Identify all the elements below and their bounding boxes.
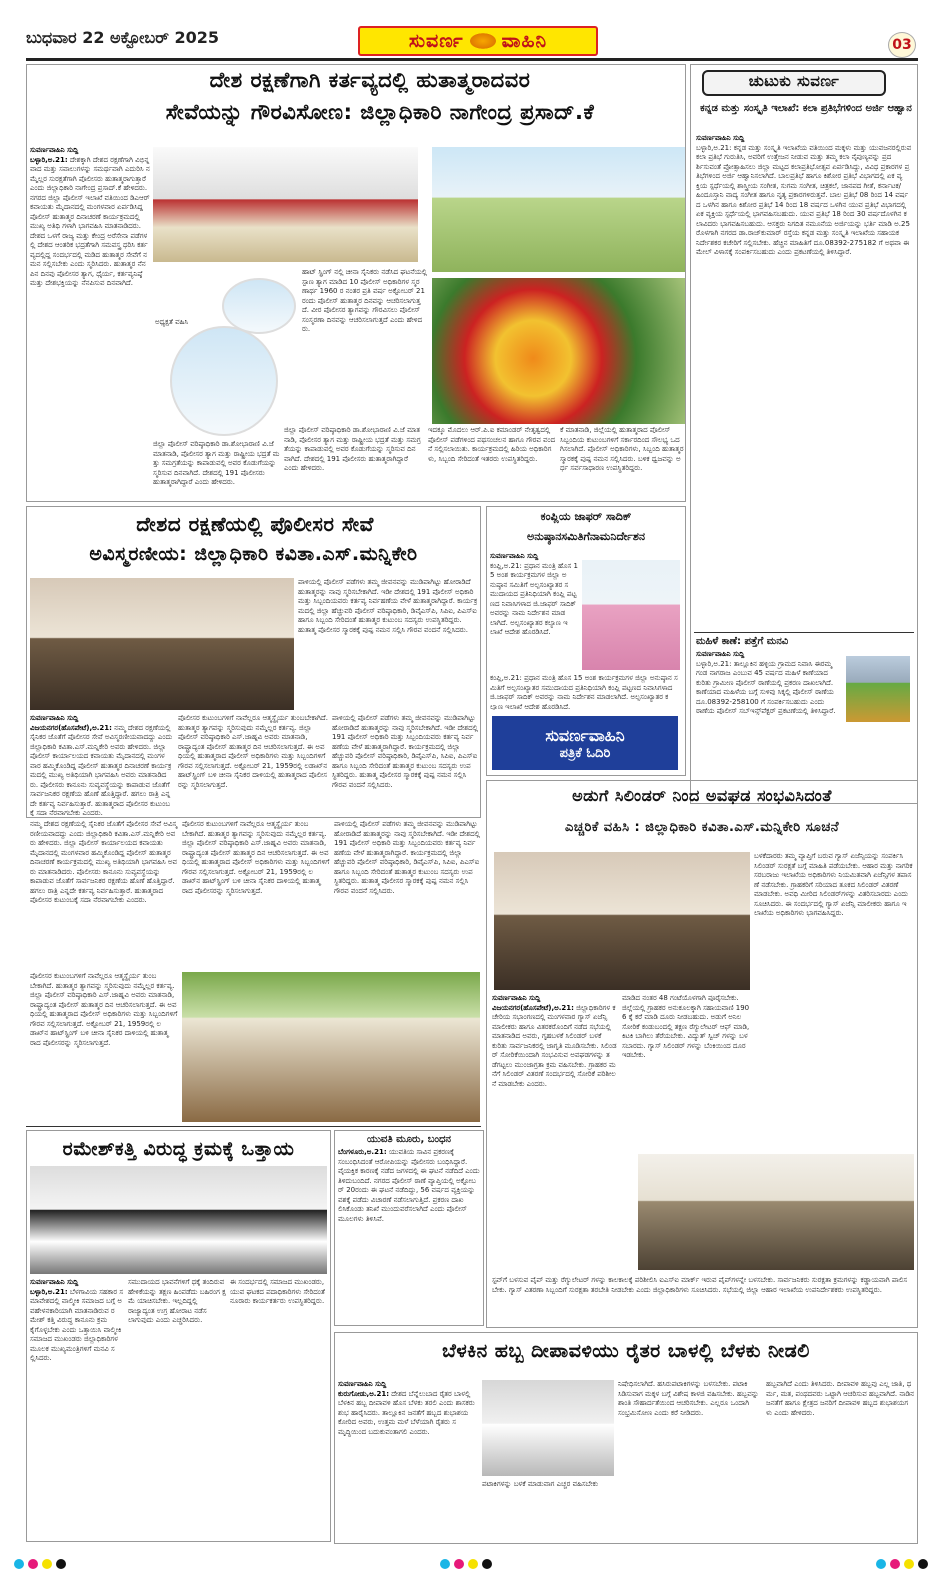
story1-col1 bbox=[30, 146, 150, 496]
story6-headline: ಬೆಳಕಿನ ಹಬ್ಬ ದೀಪಾವಳಿಯು ರೈತರ ಬಾಳಲ್ಲಿ ಬೆಳಕು ನೀಡಲಿ bbox=[442, 1340, 810, 1362]
story6-col3: ಹಬ್ಬವಾಗಿದೆ ಎಂದು ತಿಳಿಸಿದರು. ದೀಪಾವಳಿ ಹಬ್ಬವು ಎಲ್ಲ ಜಾತಿ, ಧರ್ಮ, ಮತ, ಪಂಥದವರು ಒಟ್ಟಾಗಿ ಆಚರಿಸುವ ಹಬ್ಬವಾಗಿದೆ. ನಾಡಿನ ಜನತೆಗೆ ಹಾಗೂ ಕ್ಷೇತ್ರದ ಜನರಿಗೆ ದೀಪಾವಳಿ ಹಬ್ಬದ ಶುಭಾಶಯಗಳು ಎಂದು ಹೇಳಿದರು. bbox=[766, 1380, 914, 1417]
story2-col3: ಪಾಳಿಯಲ್ಲಿ ಪೊಲೀಸ್ ಪಡೆಗಳು ತಮ್ಮ ಜೀವನವನ್ನು ಮುಡಿಪಾಗಿಟ್ಟು ಹೋರಾಡಿದೆ ಹುತಾತ್ಮರನ್ನು ನಾವು ಸ್ಮರಿಸಬೇಕಾಗಿದೆ. ಇಡೀ ದೇಶದಲ್ಲಿ 191 ಪೊಲೀಸ್ ಅಧಿಕಾರಿ ಮತ್ತು ಸಿಬ್ಬಂದಿಯವರು ಕರ್ತವ್ಯ ನಿರ್ವಹಣೆಯ ವೇಳೆ ಹುತಾತ್ಮರಾಗಿದ್ದಾರೆ. ಕಾರ್ಯಕ್ರಮದಲ್ಲಿ ಜಿಲ್ಲಾ ಹೆಚ್ಚುವರಿ ಪೊಲೀಸ್ ವರಿಷ್ಠಾಧಿಕಾರಿ, ಡಿವೈಎಸ್‌ಪಿ, ಸಿಪಿಐ, ಪಿಎಸ್‌ಐ ಹಾಗೂ ಸಿಬ್ಬಂದಿ ಸೇರಿದಂತೆ ಹುತಾತ್ಮರ ಕುಟುಂಬ ಸದಸ್ಯರು ಉಪಸ್ಥಿತರಿದ್ದರು. ಹುತಾತ್ಮ ಪೊಲೀಸರ ಸ್ಮಾರಕಕ್ಕೆ ಪುಷ್ಪ ನಮನ ಸಲ್ಲಿಸಿ ಗೌರವ ವಂದನೆ ಸಲ್ಲಿಸಿದರು. bbox=[298, 578, 478, 634]
story1-col2: ಹಾಟ್ ಸ್ಪ್ರಿಂಗ್ ನಲ್ಲಿ ಚೀನಾ ಸೈನಿಕರು ನಡೆಸಿದ ಘಟನೆಯಲ್ಲಿ ಸ್ಪಾಣ ತ್ಯಾಗ ಮಾಡಿದ 10 ಪೊಲೀಸ್ ಅಧಿಕಾರಿಗಳ ಸ್ಮರಣಾರ್ಥ 1960 ರ ನಂತರ ಪ್ರತಿ ವರ್ಷ ಅಕ್ಟೋಬರ್ 21 ರಂದು ಪೊಲೀಸ್ ಹುತಾತ್ಮರ ದಿನವನ್ನು ಆಚರಿಸಲಾಗುತ್ತದೆ. ವೀರ ಪೊಲೀಸರ ತ್ಯಾಗವನ್ನು ಗೌರವಿಸಲು ಪೊಲೀಸ್ ಸಂಸ್ಮರಣಾ ದಿನವನ್ನು ಆಚರಿಸಲಾಗುತ್ತದೆ ಎಂದು ಹೇಳಿದರು. bbox=[302, 268, 427, 333]
story3-col1-text: ಜಿಲ್ಲಾಧಿಕಾರಿಗಳ ಕಚೇರಿಯ ಸಭಾಂಗಣದಲ್ಲಿ ಮಂಗಳವಾರ ಗ್ಯಾಸ್ ಏಜೆನ್ಸಿ ಮಾಲೀಕರು ಹಾಗೂ ವಿತರಕರೊಂದಿಗೆ ನಡೆದ ಸಭೆಯಲ್ಲಿ ಮಾತನಾಡಿದ ಅವರು, ಗೃಹಬಳಕೆ ಸಿಲಿಂಡರ್ ಬಳಕೆ ಕುರಿತು ಸಾರ್ವಜನಿಕರಲ್ಲಿ ಜಾಗೃತಿ ಮೂಡಿಸಬೇಕು. ಸಿಲಿಂಡರ್ ಸೋರಿಕೆಯಿಂದಾಗಿ ಸಂಭವಿಸುವ ಅವಘಡಗಳನ್ನು ತಡೆಗಟ್ಟಲು ಮುಂಜಾಗ್ರತಾ ಕ್ರಮ ವಹಿಸಬೇಕು. ಗ್ರಾಹಕರ ಮನೆಗೆ ಸಿಲಿಂಡರ್ ವಿತರಣೆ ಸಂದರ್ಭದಲ್ಲಿ ಸೋರಿಕೆ ಪರಿಶೀಲನೆ ಮಾಡಬೇಕು ಎಂದರು. bbox=[492, 1003, 617, 1088]
sidebar-title: ಚುಟುಕು ಸುವರ್ಣ bbox=[748, 72, 840, 90]
sidebar-brief1-body bbox=[696, 134, 912, 630]
story5-text: ಯುವತಿಯ ಸಾವಿನ ಪ್ರಕರಣಕ್ಕೆ ಸಂಬಂಧಿಸಿದಂತೆ ಆರೋಪಿಯನ್ನು ಪೊಲೀಸರು ಬಂಧಿಸಿದ್ದಾರೆ. ವೈಯಕ್ತಿಕ ಕಾರಣಕ್ಕೆ ನಡೆದ ಜಗಳದಲ್ಲಿ ಈ ಘಟನೆ ನಡೆದಿದೆ ಎಂದು ತಿಳಿದುಬಂದಿದೆ. ನಗರದ ಪೊಲೀಸ್ ಠಾಣೆ ವ್ಯಾಪ್ತಿಯಲ್ಲಿ ಅಕ್ಟೋಬರ್ 20ರಂದು ಈ ಘಟನೆ ನಡೆದಿದ್ದು, 56 ವರ್ಷದ ವ್ಯಕ್ತಿಯನ್ನು ವಶಕ್ಕೆ ಪಡೆದು ವಿಚಾರಣೆ ನಡೆಸಲಾಗುತ್ತಿದೆ. ಪ್ರಕರಣ ದಾಖಲಿಸಿಕೊಂಡು ತನಿಖೆ ಮುಂದುವರೆಸಲಾಗಿದೆ ಎಂದು ಪೊಲೀಸ್ ಮೂಲಗಳು ತಿಳಿಸಿವೆ. bbox=[338, 1148, 480, 1223]
story3-col2: ಮಾಡಿದ ನಂತರ 48 ಗಂಟೆಯೊಳಗಾಗಿ ಪೂರೈಸಬೇಕು. ಜಿಲ್ಲೆಯಲ್ಲಿ ಗ್ರಾಹಕರ ಅನುಕೂಲಕ್ಕಾಗಿ ಸಹಾಯವಾಣಿ 1906 ಕ್ಕೆ ಕರೆ ಮಾಡಿ ದೂರು ನೀಡಬಹುದು. ಅಡುಗೆ ಅನಿಲ ಸೋರಿಕೆ ಕಂಡುಬಂದಲ್ಲಿ ತಕ್ಷಣ ರೆಗ್ಯುಲೇಟರ್ ಆಫ್ ಮಾಡಿ, ಕಿಟಕಿ ಬಾಗಿಲು ತೆರೆಯಬೇಕು. ವಿದ್ಯುತ್ ಸ್ವಿಚ್ ಗಳನ್ನು ಬಳಸಬಾರದು. ಗ್ಯಾಸ್ ಸಿಲಿಂಡರ್ ಗಳನ್ನು ಬೆಂಕಿಯಿಂದ ದೂರ ಇಡಬೇಕು. bbox=[622, 994, 750, 1059]
sidebar-brief1-byline: ಸುವರ್ಣವಾಹಿನಿ ಸುದ್ದಿ bbox=[696, 134, 745, 142]
reg-mark-yellow bbox=[42, 1559, 52, 1569]
story4-dateline: ಬಳ್ಳಾರಿ,ಅ.21: bbox=[30, 1287, 68, 1296]
story1-col1b: ಜಿಲ್ಲಾ ಪೊಲೀಸ್ ವರಿಷ್ಠಾಧಿಕಾರಿ ಡಾ.ಶೋಭಾರಾಣಿ ವಿ.ಜೆ ಮಾತನಾಡಿ, ಪೊಲೀಸರ ತ್ಯಾಗ ಮತ್ತು ರಾಷ್ಟ್ರೀಯ ಭದ್ರತೆ ಮತ್ತು ಸಮಗ್ರತೆಯನ್ನು ಕಾಪಾಡುವಲ್ಲಿ ಅವರ ಕೊಡುಗೆಯನ್ನು ಸ್ಮರಿಸುವ ದಿನವಾಗಿದೆ. ದೇಶದಲ್ಲಿ 191 ಪೊಲೀಸರು ಹುತಾತ್ಮರಾಗಿದ್ದಾರೆ ಎಂದು ಹೇಳಿದರು. bbox=[153, 440, 280, 486]
page-footer bbox=[0, 1555, 945, 1574]
story1-photo-sp bbox=[170, 326, 278, 436]
story1-caption-small: ಅಧ್ಯಕ್ಷತೆ ವಹಿಸಿ bbox=[155, 318, 189, 326]
nomination-headline-1: ಕಂಪ್ಲಿಯ ಜಾಫರ್ ಸಾದಿಕ್ bbox=[540, 510, 632, 523]
nomination-headline-2: ಅನುಷ್ಠಾನಸಮಿತಿಗೆನಾಮನಿರ್ದೇಶನ bbox=[526, 530, 646, 543]
nomination-text: ಕಂಪ್ಲಿ,ಅ.21: ಪ್ರಧಾನ ಮಂತ್ರಿ ಹೊಸ 15 ಅಂಶ ಕಾರ್ಯಕ್ರಮಗಳ ಜಿಲ್ಲಾ ಅನುಷ್ಠಾನ ಸಮಿತಿಗೆ ಅಲ್ಪಸಂಖ್ಯಾತರ ಸಮುದಾಯದ ಪ್ರತಿನಿಧಿಯಾಗಿ ಕಂಪ್ಲಿ ಪಟ್ಟಣದ ನಿವಾಸಿಗಳಾದ ಜಿ.ಜಾಫರ್ ಸಾದಿಕ್ ಅವರನ್ನು ನಾಮ ನಿರ್ದೇಶನ ಮಾಡಲಾಗಿದೆ. ಅಲ್ಪಸಂಖ್ಯಾತರ ಕಲ್ಯಾಣ ಇಲಾಖೆ ಆದೇಶ ಹೊರಡಿಸಿದೆ. bbox=[490, 561, 578, 636]
story2-col1 bbox=[30, 714, 174, 816]
nomination-body-2: ಕಂಪ್ಲಿ,ಅ.21: ಪ್ರಧಾನ ಮಂತ್ರಿ ಹೊಸ 15 ಅಂಶ ಕಾರ್ಯಕ್ರಮಗಳ ಜಿಲ್ಲಾ ಅನುಷ್ಠಾನ ಸಮಿತಿಗೆ ಅಲ್ಪಸಂಖ್ಯಾತರ ಸಮುದಾಯದ ಪ್ರತಿನಿಧಿಯಾಗಿ ಕಂಪ್ಲಿ ಪಟ್ಟಣದ ನಿವಾಸಿಗಳಾದ ಜಿ.ಜಾಫರ್ ಸಾದಿಕ್ ಅವರನ್ನು ನಾಮ ನಿರ್ದೇಶನ ಮಾಡಲಾಗಿದೆ. ಅಲ್ಪಸಂಖ್ಯಾತರ ಕಲ್ಯಾಣ ಇಲಾಖೆ ಆದೇಶ ಹೊರಡಿಸಿದೆ. bbox=[490, 674, 678, 710]
story1-photo-ceremony bbox=[432, 147, 685, 272]
sidebar-missing-headline: ಮಹಿಳೆ ಕಾಣೆ: ಪತ್ತೆಗೆ ಮನವಿ bbox=[696, 636, 789, 647]
story6-photo-mla bbox=[482, 1380, 614, 1476]
story4-col3: ಈ ಸಂದರ್ಭದಲ್ಲಿ ಸಮಾಜದ ಮುಖಂಡರು, ಯುವ ಘಟಕದ ಪದಾಧಿಕಾರಿಗಳು ಸೇರಿದಂತೆ ನೂರಾರು ಕಾರ್ಯಕರ್ತರು ಉಪಸ್ಥಿತರಿದ್ದರು. bbox=[230, 1278, 325, 1305]
story2-cont-mid: ಪೊಲೀಸರ ಕುಟುಂಬಗಳಿಗೆ ನಾವೆಲ್ಲರೂ ಆತ್ಮಸ್ಥೈರ್ಯ ತುಂಬಬೇಕಾಗಿದೆ. ಹುತಾತ್ಮರ ತ್ಯಾಗವನ್ನು ಸ್ಮರಿಸುವುದು ನಮ್ಮೆಲ್ಲರ ಕರ್ತವ್ಯ. ಜಿಲ್ಲಾ ಪೊಲೀಸ್ ವರಿಷ್ಠಾಧಿಕಾರಿ ಎಸ್.ಜಾಹ್ನವಿ ಅವರು ಮಾತನಾಡಿ, ರಾಷ್ಟ್ರಾದ್ಯಂತ ಪೊಲೀಸ್ ಹುತಾತ್ಮರ ದಿನ ಆಚರಿಸಲಾಗುತ್ತದೆ. ಈ ಅವಧಿಯಲ್ಲಿ ಹುತಾತ್ಮರಾದ ಪೊಲೀಸ್ ಅಧಿಕಾರಿಗಳು ಮತ್ತು ಸಿಬ್ಬಂದಿಗಳಿಗೆ ಗೌರವ ಸಲ್ಲಿಸಲಾಗುತ್ತದೆ. ಅಕ್ಟೋಬರ್ 21, 1959ರಲ್ಲಿ ಲಡಾಖ್‌ನ ಹಾಟ್‌ಸ್ಪ್ರಿಂಗ್ ಬಳಿ ಚೀನಾ ಸೈನಿಕರ ದಾಳಿಯಲ್ಲಿ ಹುತಾತ್ಮರಾದ ಪೊಲೀಸರನ್ನು ಸ್ಮರಿಸಲಾಗುತ್ತದೆ. bbox=[182, 820, 330, 895]
story6-col2: ನಿಷೇಧಿಸಲಾಗಿದೆ. ಹಸಿರುಪಟಾಕಿಗಳನ್ನು ಬಳಸಬೇಕು. ಪಟಾಕಿ ಸಿಡಿಸುವಾಗ ಮಕ್ಕಳ ಬಗ್ಗೆ ವಿಶೇಷ ಕಾಳಜಿ ವಹಿಸಬೇಕು. ಹಬ್ಬವನ್ನು ಶಾಂತಿ ಸೌಹಾರ್ದತೆಯಿಂದ ಆಚರಿಸಬೇಕು. ಎಲ್ಲರೂ ಒಂದಾಗಿ ಸಂಭ್ರಮಿಸೋಣ ಎಂದು ಕರೆ ನೀಡಿದರು. bbox=[618, 1380, 759, 1417]
sidebar-missing-byline: ಸುವರ್ಣವಾಹಿನಿ ಸುದ್ದಿ bbox=[696, 650, 745, 658]
story1-byline: ಸುವರ್ಣವಾಹಿನಿ ಸುದ್ದಿ bbox=[30, 146, 79, 154]
sidebar-brief1-headline: ಕನ್ನಡ ಮತ್ತು ಸಂಸ್ಕೃತಿ ಇಲಾಖೆ: ಕಲಾ ಪ್ರತಿಭೆಗಳಿಂದ ಅರ್ಜಿ ಆಹ್ವಾನ bbox=[700, 103, 912, 114]
story2-cont-left: ನಮ್ಮ ದೇಶದ ರಕ್ಷಣೆಯಲ್ಲಿ ಸೈನಿಕರ ಜೊತೆಗೆ ಪೊಲೀಸರ ಸೇವೆ ಅವಿಸ್ಮರಣೀಯವಾದದ್ದು ಎಂದು ಜಿಲ್ಲಾಧಿಕಾರಿ ಕವಿತಾ.ಎಸ್.ಮನ್ನಿಕೇರಿ ಅವರು ಹೇಳಿದರು. ಜಿಲ್ಲಾ ಪೊಲೀಸ್ ಕಾರ್ಯಾಲಯದ ಕವಾಯತು ಮೈದಾನದಲ್ಲಿ ಮಂಗಳವಾರ ಹಮ್ಮಿಕೊಂಡಿದ್ದ ಪೊಲೀಸ್ ಹುತಾತ್ಮರ ದಿನಾಚರಣೆ ಕಾರ್ಯಕ್ರಮದಲ್ಲಿ ಮುಖ್ಯ ಅತಿಥಿಯಾಗಿ ಭಾಗವಹಿಸಿ ಅವರು ಮಾತನಾಡಿದರು. ಪೊಲೀಸರು ಕಾನೂನು ಸುವ್ಯವಸ್ಥೆಯನ್ನು ಕಾಪಾಡುವ ಜೊತೆಗೆ ಸಾರ್ವಜನಿಕರ ರಕ್ಷಣೆಯ ಹೊಣೆ ಹೊತ್ತಿದ್ದಾರೆ. ಹಗಲು ರಾತ್ರಿ ಎನ್ನದೇ ಕರ್ತವ್ಯ ನಿರ್ವಹಿಸುತ್ತಾರೆ. ಹುತಾತ್ಮರಾದ ಪೊಲೀಸರ ಕುಟುಂಬಕ್ಕೆ ಸದಾ ನೆರವಾಗಬೇಕು ಎಂದರು. bbox=[30, 820, 178, 904]
story3-subheadline: ಎಚ್ಚರಿಕೆ ವಹಿಸಿ : ಜಿಲ್ಲಾಧಿಕಾರಿ ಕವಿತಾ.ಎಸ್.ಮನ್ನಿಕೇರಿ ಸೂಚನೆ bbox=[565, 820, 839, 835]
nomination-byline: ಸುವರ್ಣವಾಹಿನಿ ಸುದ್ದಿ bbox=[490, 552, 539, 560]
story4-photo-group bbox=[30, 1166, 327, 1274]
reg-mark-cyan bbox=[14, 1559, 24, 1569]
story6-caption: ಪಟಾಕಿಗಳನ್ನು ಬಳಕೆ ಮಾಡುವಾಗ ಎಚ್ಚರ ವಹಿಸಬೇಕು bbox=[482, 1480, 599, 1488]
nomination-photo bbox=[582, 560, 680, 670]
sidebar-brief1-text: ಬಳ್ಳಾರಿ,ಅ.21: ಕನ್ನಡ ಮತ್ತು ಸಂಸ್ಕೃತಿ ಇಲಾಖೆಯ ವತಿಯಿಂದ ಮಕ್ಕಳು ಮತ್ತು ಯುವಜನರಲ್ಲಿರುವ ಕಲಾ ಪ್ರತಿಭೆ ಗುರುತಿಸಿ, ಅವರಿಗೆ ಉತ್ತೇಜನ ನೀಡುವ ಮತ್ತು ತಮ್ಮ ಕಲಾ ನೈಪುಣ್ಯವನ್ನು ಪ್ರದರ್ಶಿಸುವಂತೆ ಪ್ರೋತ್ಸಾಹಿಸಲು ಜಿಲ್ಲಾ ಮಟ್ಟದ ಕಲಾಪ್ರತಿಭೋತ್ಸವ ಏರ್ಪಡಿಸಿದ್ದು, ವಿವಿಧ ಪ್ರಕಾರಗಳ ಪ್ರತಿಭೆಗಳಿಂದ ಅರ್ಜಿ ಆಹ್ವಾನಿಸಲಾಗಿದೆ. ಬಾಲಪ್ರತಿಭೆ ಹಾಗೂ ಕಿಶೋರ ಪ್ರತಿಭೆ ವಿಭಾಗದಲ್ಲಿ ಏಕ ವ್ಯಕ್ತಿಯ ಸ್ಪರ್ಧೆಯಲ್ಲಿ ಶಾಸ್ತ್ರೀಯ ಸಂಗೀತ, ಸುಗಮ ಸಂಗೀತ, ಚಿತ್ರಕಲೆ, ಜಾನಪದ ಗೀತೆ, ಕರ್ನಾಟಕ/ಹಿಂದೂಸ್ತಾನಿ ವಾದ್ಯ ಸಂಗೀತ ಹಾಗೂ ನೃತ್ಯ ಪ್ರಕಾರಗಳಿರುತ್ತವೆ. ಬಾಲ ಪ್ರತಿಭೆ 08 ರಿಂದ 14 ವರ್ಷದ ಒಳಗಿನ ಹಾಗೂ ಕಿಶೋರ ಪ್ರತಿಭೆ 14 ರಿಂದ 18 ವರ್ಷದ ಒಳಗಿನ ಯುವ ಪ್ರತಿಭೆ ವಿಭಾಗದಲ್ಲಿ ಏಕ ವ್ಯಕ್ತಿಯ ಸ್ಪರ್ಧೆಯಲ್ಲಿ ಭಾಗವಹಿಸಬಹುದು. ಯುವ ಪ್ರತಿಭೆ 18 ರಿಂದ 30 ವರ್ಷದೊಳಗಿನ ಕಲಾವಿದರು ಭಾಗವಹಿಸಬಹುದು. ಆಸಕ್ತರು ನಿಗದಿತ ನಮೂನೆಯ ಅರ್ಜಿಯನ್ನು ಭರ್ತಿ ಮಾಡಿ ಅ.25 ರೊಳಗಾಗಿ ನಗರದ ಡಾ.ರಾಜ್‌ಕುಮಾರ್ ರಸ್ತೆಯ ಕನ್ನಡ ಮತ್ತು ಸಂಸ್ಕೃತಿ ಇಲಾಖೆಯ ಸಹಾಯಕ ನಿರ್ದೇಶಕರ ಕಚೇರಿಗೆ ಸಲ್ಲಿಸಬೇಕು. ಹೆಚ್ಚಿನ ಮಾಹಿತಿಗೆ ದೂ.08392-275182 ಗೆ ಅಥವಾ ಈ ಮೇಲ್ ವಿಳಾಸಕ್ಕೆ ಸಂಪರ್ಕಿಸಬಹುದು ಎಂದು ಪ್ರಕಟಣೆಯಲ್ಲಿ ತಿಳಿಸಿದ್ದಾರೆ. bbox=[696, 143, 912, 256]
story3-bottom: ಸ್ಟವ್‌ಗೆ ಬಳಸುವ ಪೈಪ್ ಮತ್ತು ರೆಗ್ಯುಲೇಟರ್ ಗಳನ್ನು ಕಾಲಕಾಲಕ್ಕೆ ಪರಿಶೀಲಿಸಿ ಐಎಸ್‌ಐ ಮಾರ್ಕ್ ಇರುವ ಪೈಪ್‌ಗಳನ್ನೇ ಬಳಸಬೇಕು. ಸಾರ್ವಜನಿಕರು ಸುರಕ್ಷತಾ ಕ್ರಮಗಳನ್ನು ಕಡ್ಡಾಯವಾಗಿ ಪಾಲಿಸಬೇಕು. ಗ್ಯಾಸ್ ವಿತರಣಾ ಸಿಬ್ಬಂದಿಗೆ ಸುರಕ್ಷತಾ ತರಬೇತಿ ನೀಡಬೇಕು ಎಂದು ಜಿಲ್ಲಾಧಿಕಾರಿಗಳು ಸೂಚಿಸಿದರು. ಸಭೆಯಲ್ಲಿ ಜಿಲ್ಲಾ ಆಹಾರ ಇಲಾಖೆಯ ಉಪನಿರ್ದೇಶಕರು ಉಪಸ್ಥಿತರಿದ್ದರು. bbox=[492, 1276, 908, 1294]
story5-body bbox=[338, 1148, 480, 1324]
story2-col2b: ಪಾಳಿಯಲ್ಲಿ ಪೊಲೀಸ್ ಪಡೆಗಳು ತಮ್ಮ ಜೀವನವನ್ನು ಮುಡಿಪಾಗಿಟ್ಟು ಹೋರಾಡಿದೆ ಹುತಾತ್ಮರನ್ನು ನಾವು ಸ್ಮರಿಸಬೇಕಾಗಿದೆ. ಇಡೀ ದೇಶದಲ್ಲಿ 191 ಪೊಲೀಸ್ ಅಧಿಕಾರಿ ಮತ್ತು ಸಿಬ್ಬಂದಿಯವರು ಕರ್ತವ್ಯ ನಿರ್ವಹಣೆಯ ವೇಳೆ ಹುತಾತ್ಮರಾಗಿದ್ದಾರೆ. ಕಾರ್ಯಕ್ರಮದಲ್ಲಿ ಜಿಲ್ಲಾ ಹೆಚ್ಚುವರಿ ಪೊಲೀಸ್ ವರಿಷ್ಠಾಧಿಕಾರಿ, ಡಿವೈಎಸ್‌ಪಿ, ಸಿಪಿಐ, ಪಿಎಸ್‌ಐ ಹಾಗೂ ಸಿಬ್ಬಂದಿ ಸೇರಿದಂತೆ ಹುತಾತ್ಮರ ಕುಟುಂಬ ಸದಸ್ಯರು ಉಪಸ್ಥಿತರಿದ್ದರು. ಹುತಾತ್ಮ ಪೊಲೀಸರ ಸ್ಮಾರಕಕ್ಕೆ ಪುಷ್ಪ ನಮನ ಸಲ್ಲಿಸಿ ಗೌರವ ವಂದನೆ ಸಲ್ಲಿಸಿದರು. bbox=[332, 714, 478, 789]
reg-mark-magenta-right bbox=[890, 1559, 900, 1569]
masthead-left: ಸುವರ್ಣ bbox=[408, 30, 464, 52]
story3-right-col: ಬಳಕೆದಾರರು ತಮ್ಮ ವ್ಯಾಪ್ತಿಗೆ ಬರುವ ಗ್ಯಾಸ್ ಏಜೆನ್ಸಿಯನ್ನು ಸಂಪರ್ಕಿಸಿ ಸಿಲಿಂಡರ್ ಸುರಕ್ಷತೆ ಬಗ್ಗೆ ಮಾಹಿತಿ ಪಡೆಯಬೇಕು. ಆಹಾರ ಮತ್ತು ನಾಗರಿಕ ಸರಬರಾಜು ಇಲಾಖೆಯ ಅಧಿಕಾರಿಗಳು ನಿಯಮಿತವಾಗಿ ಏಜೆನ್ಸಿಗಳ ತಪಾಸಣೆ ನಡೆಸಬೇಕು. ಗ್ರಾಹಕರಿಗೆ ಸರಿಯಾದ ತೂಕದ ಸಿಲಿಂಡರ್ ವಿತರಣೆ ಮಾಡಬೇಕು. ಅವಧಿ ಮೀರಿದ ಸಿಲಿಂಡರ್‌ಗಳನ್ನು ವಿತರಿಸಬಾರದು ಎಂದು ಸೂಚಿಸಿದರು. ಈ ಸಂದರ್ಭದಲ್ಲಿ ಗ್ಯಾಸ್ ಏಜೆನ್ಸಿ ಮಾಲೀಕರು ಹಾಗೂ ಇಲಾಖೆಯ ಅಧಿಕಾರಿಗಳು ಭಾಗವಹಿಸಿದ್ದರು. bbox=[754, 852, 913, 917]
story3-dateline: ವಿಜಯನಗರ(ಹೊಸಪೇಟೆ),ಅ.21: bbox=[492, 1003, 574, 1012]
story5-headline: ಯುವತಿ ಮೂರು, ಬಂಧನ bbox=[367, 1134, 451, 1145]
story2-photo-dignitaries bbox=[182, 972, 480, 1122]
header-rule bbox=[26, 58, 918, 61]
reg-mark-yellow-right bbox=[904, 1559, 914, 1569]
reg-mark-yellow-mid bbox=[468, 1559, 478, 1569]
story2-cont-bottom-left: ಪೊಲೀಸರ ಕುಟುಂಬಗಳಿಗೆ ನಾವೆಲ್ಲರೂ ಆತ್ಮಸ್ಥೈರ್ಯ ತುಂಬಬೇಕಾಗಿದೆ. ಹುತಾತ್ಮರ ತ್ಯಾಗವನ್ನು ಸ್ಮರಿಸುವುದು ನಮ್ಮೆಲ್ಲರ ಕರ್ತವ್ಯ. ಜಿಲ್ಲಾ ಪೊಲೀಸ್ ವರಿಷ್ಠಾಧಿಕಾರಿ ಎಸ್.ಜಾಹ್ನವಿ ಅವರು ಮಾತನಾಡಿ, ರಾಷ್ಟ್ರಾದ್ಯಂತ ಪೊಲೀಸ್ ಹುತಾತ್ಮರ ದಿನ ಆಚರಿಸಲಾಗುತ್ತದೆ. ಈ ಅವಧಿಯಲ್ಲಿ ಹುತಾತ್ಮರಾದ ಪೊಲೀಸ್ ಅಧಿಕಾರಿಗಳು ಮತ್ತು ಸಿಬ್ಬಂದಿಗಳಿಗೆ ಗೌರವ ಸಲ್ಲಿಸಲಾಗುತ್ತದೆ. ಅಕ್ಟೋಬರ್ 21, 1959ರಲ್ಲಿ ಲಡಾಖ್‌ನ ಹಾಟ್‌ಸ್ಪ್ರಿಂಗ್ ಬಳಿ ಚೀನಾ ಸೈನಿಕರ ದಾಳಿಯಲ್ಲಿ ಹುತಾತ್ಮರಾದ ಪೊಲೀಸರನ್ನು ಸ್ಮರಿಸಲಾಗುತ್ತದೆ. bbox=[30, 972, 178, 1047]
story3-photo-hall bbox=[638, 1154, 914, 1270]
story3-byline: ಸುವರ್ಣವಾಹಿನಿ ಸುದ್ದಿ bbox=[492, 994, 541, 1002]
story6-col1-text: ದೇಶದ ಬೆನ್ನೆಲುಬಾದ ರೈತರ ಬಾಳಲ್ಲಿ ಬೆಳಕಿನ ಹಬ್ಬ ದೀಪಾವಳಿ ಹೊಸ ಬೆಳಕು ತರಲಿ ಎಂದು ಶಾಸಕರು ಶುಭ ಹಾರೈಸಿದರು. ತಾಲ್ಲೂಕಿನ ಜನತೆಗೆ ಹಬ್ಬದ ಶುಭಾಶಯ ಕೋರಿದ ಅವರು, ಉತ್ತಮ ಮಳೆ ಬೆಳೆಯಾಗಿ ರೈತರು ಸಮೃದ್ಧಿಯಿಂದ ಬದುಕುವಂತಾಗಲಿ ಎಂದರು. bbox=[338, 1389, 475, 1436]
story3-col1 bbox=[492, 994, 618, 1250]
reg-mark-cyan-right bbox=[876, 1559, 886, 1569]
reg-mark-black bbox=[56, 1559, 66, 1569]
sidebar-missing-photo bbox=[846, 656, 910, 722]
promo-ribbon-line1: ಸುವರ್ಣವಾಹಿನಿ bbox=[545, 725, 625, 745]
masthead-right: ವಾಹಿನಿ bbox=[501, 30, 548, 52]
story2-col1-text: ನಮ್ಮ ದೇಶದ ರಕ್ಷಣೆಯಲ್ಲಿ ಸೈನಿಕರ ಜೊತೆಗೆ ಪೊಲೀಸರ ಸೇವೆ ಅವಿಸ್ಮರಣೀಯವಾದದ್ದು ಎಂದು ಜಿಲ್ಲಾಧಿಕಾರಿ ಕವಿತಾ.ಎಸ್.ಮನ್ನಿಕೇರಿ ಅವರು ಹೇಳಿದರು. ಜಿಲ್ಲಾ ಪೊಲೀಸ್ ಕಾರ್ಯಾಲಯದ ಕವಾಯತು ಮೈದಾನದಲ್ಲಿ ಮಂಗಳವಾರ ಹಮ್ಮಿಕೊಂಡಿದ್ದ ಪೊಲೀಸ್ ಹುತಾತ್ಮರ ದಿನಾಚರಣೆ ಕಾರ್ಯಕ್ರಮದಲ್ಲಿ ಮುಖ್ಯ ಅತಿಥಿಯಾಗಿ ಭಾಗವಹಿಸಿ ಅವರು ಮಾತನಾಡಿದರು. ಪೊಲೀಸರು ಕಾನೂನು ಸುವ್ಯವಸ್ಥೆಯನ್ನು ಕಾಪಾಡುವ ಜೊತೆಗೆ ಸಾರ್ವಜನಿಕರ ರಕ್ಷಣೆಯ ಹೊಣೆ ಹೊತ್ತಿದ್ದಾರೆ. ಹಗಲು ರಾತ್ರಿ ಎನ್ನದೇ ಕರ್ತವ್ಯ ನಿರ್ವಹಿಸುತ್ತಾರೆ. ಹುತಾತ್ಮರಾದ ಪೊಲೀಸರ ಕುಟುಂಬಕ್ಕೆ ಸದಾ ನೆರವಾಗಬೇಕು ಎಂದರು. bbox=[30, 723, 173, 816]
masthead bbox=[358, 26, 598, 56]
story1-col5: ಕೆ ಮಾತನಾಡಿ, ಜಿಲ್ಲೆಯಲ್ಲಿ ಹುತಾತ್ಮರಾದ ಪೊಲೀಸ್ ಸಿಬ್ಬಂದಿಯ ಕುಟುಂಬಗಳಿಗೆ ಸರ್ಕಾರದಿಂದ ಸೌಲಭ್ಯ ಒದಗಿಸಲಾಗಿದೆ. ಪೊಲೀಸ್ ಅಧಿಕಾರಿಗಳು, ಸಿಬ್ಬಂದಿ ಹುತಾತ್ಮರ ಸ್ಮಾರಕಕ್ಕೆ ಪುಷ್ಪ ನಮನ ಸಲ್ಲಿಸಿದರು. ಬಳಿಕ ಧ್ವಜವನ್ನು ಅರ್ಧ ಸರ್ವಸಾಧಾರಣ ಉಪಸ್ಥಿತರಿದ್ದರು. bbox=[560, 426, 684, 472]
story1-col4: ಇದಕ್ಕೂ ಮೊದಲು ಆರ್.ಪಿ.ಐ ಕಮಾಂಡರ್ ನೇತೃತ್ವದಲ್ಲಿ ಪೊಲೀಸ್ ಪಡೆಗಳಿಂದ ಪಥಸಂಚಲನ ಹಾಗೂ ಗೌರವ ವಂದನೆ ಸಲ್ಲಿಸಲಾಯಿತು. ಕಾರ್ಯಕ್ರಮದಲ್ಲಿ ಹಿರಿಯ ಅಧಿಕಾರಿಗಳು, ಸಿಬ್ಬಂದಿ ಸೇರಿದಂತೆ ಇತರರು ಉಪಸ್ಥಿತರಿದ್ದರು. bbox=[428, 426, 556, 463]
story1-dateline: ಬಳ್ಳಾರಿ,ಅ.21: bbox=[30, 155, 68, 164]
reg-mark-magenta bbox=[28, 1559, 38, 1569]
reg-mark-black-mid bbox=[482, 1559, 492, 1569]
story1-col1-text: ದೇಶಕ್ಕಾಗಿ ದೇಶದ ರಕ್ಷಣೆಗಾಗಿ ವಿಭಿನ್ನವಾದ ಮತ್ತು ಸವಾಲುಗಳನ್ನು ಸಮರ್ಥವಾಗಿ ಎದುರಿಸಿ ನಮ್ಮೆಲ್ಲರ ಸುರಕ್ಷತೆಗಾಗಿ ಪೊಲೀಸರು ಹುತಾತ್ಮರಾಗುತ್ತಾರೆ ಎಂದು ಜಿಲ್ಲಾಧಿಕಾರಿ ನಾಗೇಂದ್ರ ಪ್ರಸಾದ್.ಕೆ ಹೇಳಿದರು. ನಗರದ ಜಿಲ್ಲಾ ಪೊಲೀಸ್ ಇಲಾಖೆ ವತಿಯಿಂದ ಡಿಎಆರ್ ಕವಾಯತು ಮೈದಾನದಲ್ಲಿ ಮಂಗಳವಾರ ಏರ್ಪಡಿಸಿದ್ದ ಪೊಲೀಸ್ ಹುತಾತ್ಮರ ದಿನಾಚರಣೆ ಕಾರ್ಯಕ್ರಮದಲ್ಲಿ ಮುಖ್ಯ ಅತಿಥಿ ಗಳಾಗಿ ಭಾಗವಹಿಸಿ ಮಾತನಾಡಿದರು. ದೇಶದ ಒಳಗೆ ರಾಜ್ಯ ಮತ್ತು ಕೇಂದ್ರ ಅರೆಸೇನಾ ಪಡೆಗಳಲ್ಲಿ ದೇಶದ ಆಂತರಿಕ ಭದ್ರತೆಗಾಗಿ ಸಮವಸ್ತ್ರ ಧರಿಸಿ ಕರ್ತವ್ಯದಲ್ಲಿದ್ದ ಸಂದರ್ಭದಲ್ಲಿ ಮಡಿದ ಹುತಾತ್ಮರ ಸೇವೆಗೆ ನಮನ ಸಲ್ಲಿಸಬೇಕು ಎಂದು ಸ್ಮರಿಸಿದರು. ಹುತಾತ್ಮರ ನೆನಪಿನ ದಿನವು ಪೊಲೀಸರ ತ್ಯಾಗ, ಧೈರ್ಯ, ಕರ್ತವ್ಯನಿಷ್ಠೆ ಮತ್ತು ದೇಶಭಕ್ತಿಯನ್ನು ನೆನಪಿಸುವ ದಿನವಾಗಿದೆ. bbox=[30, 155, 150, 287]
story1-headline-1: ದೇಶ ರಕ್ಷಣೆಗಾಗಿ ಕರ್ತವ್ಯದಲ್ಲಿ ಹುತಾತ್ಮರಾದವರ bbox=[209, 68, 531, 92]
reg-mark-black-right bbox=[918, 1559, 928, 1569]
reg-mark-magenta-mid bbox=[454, 1559, 464, 1569]
story1-col3: ಜಿಲ್ಲಾ ಪೊಲೀಸ್ ವರಿಷ್ಠಾಧಿಕಾರಿ ಡಾ.ಶೋಭಾರಾಣಿ ವಿ.ಜೆ ಮಾತನಾಡಿ, ಪೊಲೀಸರ ತ್ಯಾಗ ಮತ್ತು ರಾಷ್ಟ್ರೀಯ ಭದ್ರತೆ ಮತ್ತು ಸಮಗ್ರತೆಯನ್ನು ಕಾಪಾಡುವಲ್ಲಿ ಅವರ ಕೊಡುಗೆಯನ್ನು ಸ್ಮರಿಸುವ ದಿನವಾಗಿದೆ. ದೇಶದಲ್ಲಿ 191 ಪೊಲೀಸರು ಹುತಾತ್ಮರಾಗಿದ್ದಾರೆ ಎಂದು ಹೇಳಿದರು. bbox=[284, 426, 421, 472]
promo-ribbon bbox=[492, 716, 678, 770]
story6-dateline: ಕುರುಗೋಡು,ಅ.21: bbox=[338, 1389, 390, 1398]
story1-headline-2: ಸೇವೆಯನ್ನು ಗೌರವಿಸೋಣ: ಜಿಲ್ಲಾಧಿಕಾರಿ ನಾಗೇಂದ್ರ ಪ್ರಸಾದ್.ಕೆ bbox=[165, 100, 595, 124]
reg-mark-cyan-mid bbox=[440, 1559, 450, 1569]
story2-cont-right: ಪಾಳಿಯಲ್ಲಿ ಪೊಲೀಸ್ ಪಡೆಗಳು ತಮ್ಮ ಜೀವನವನ್ನು ಮುಡಿಪಾಗಿಟ್ಟು ಹೋರಾಡಿದೆ ಹುತಾತ್ಮರನ್ನು ನಾವು ಸ್ಮರಿಸಬೇಕಾಗಿದೆ. ಇಡೀ ದೇಶದಲ್ಲಿ 191 ಪೊಲೀಸ್ ಅಧಿಕಾರಿ ಮತ್ತು ಸಿಬ್ಬಂದಿಯವರು ಕರ್ತವ್ಯ ನಿರ್ವಹಣೆಯ ವೇಳೆ ಹುತಾತ್ಮರಾಗಿದ್ದಾರೆ. ಕಾರ್ಯಕ್ರಮದಲ್ಲಿ ಜಿಲ್ಲಾ ಹೆಚ್ಚುವರಿ ಪೊಲೀಸ್ ವರಿಷ್ಠಾಧಿಕಾರಿ, ಡಿವೈಎಸ್‌ಪಿ, ಸಿಪಿಐ, ಪಿಎಸ್‌ಐ ಹಾಗೂ ಸಿಬ್ಬಂದಿ ಸೇರಿದಂತೆ ಹುತಾತ್ಮರ ಕುಟುಂಬ ಸದಸ್ಯರು ಉಪಸ್ಥಿತರಿದ್ದರು. ಹುತಾತ್ಮ ಪೊಲೀಸರ ಸ್ಮಾರಕಕ್ಕೆ ಪುಷ್ಪ ನಮನ ಸಲ್ಲಿಸಿ ಗೌರವ ವಂದನೆ ಸಲ್ಲಿಸಿದರು. bbox=[334, 820, 480, 895]
story2-dateline: ವಿಜಯನಗರ(ಹೊಸಪೇಟೆ),ಅ.21: bbox=[30, 723, 112, 732]
sidebar-missing-text: ಬಳ್ಳಾರಿ,ಅ.21: ತಾಲ್ಲೂಕಿನ ಹಳ್ಳಿಯ ಗ್ರಾಮದ ನಿವಾಸಿ ಈರಮ್ಮ ಗಂಡ ನಾಗರಾಜ ಎಂಬುವ 45 ವರ್ಷದ ಮಹಿಳೆ ಕಾಣೆಯಾದ ಕುರಿತು ಗ್ರಾಮೀಣ ಪೊಲೀಸ್ ಠಾಣೆಯಲ್ಲಿ ಪ್ರಕರಣ ದಾಖಲಾಗಿದೆ. ಕಾಣೆಯಾದ ಮಹಿಳೆಯ ಬಗ್ಗೆ ಸುಳಿವು ಸಿಕ್ಕಲ್ಲಿ ಪೊಲೀಸ್ ಠಾಣೆಯ ದೂ.08392-258100 ಗೆ ಸಂಪರ್ಕಿಸಬಹುದು ಎಂದು ಠಾಣೆಯ ಪೊಲೀಸ್ ಸಬ್‌ಇನ್ಸ್‌ಪೆಕ್ಟರ್ ಪ್ರಕಟಣೆಯಲ್ಲಿ ತಿಳಿಸಿದ್ದಾರೆ. bbox=[696, 659, 836, 715]
story4-col1-text: ಬೆಳಗಾವಿಯ ಸಹಕಾರ ಸಮಾವೇಶದಲ್ಲಿ ವಾಲ್ಮೀಕಿ ಸಮಾಜದ ಬಗ್ಗೆ ಅವಹೇಳನಕಾರಿಯಾಗಿ ಮಾತನಾಡಿರುವ ರಮೇಶ್ ಕತ್ತಿ ವಿರುದ್ಧ ಕಾನೂನು ಕ್ರಮ ಕೈಗೊಳ್ಳಬೇಕು ಎಂದು ಒತ್ತಾಯಿಸಿ ವಾಲ್ಮೀಕಿ ಸಮಾಜದ ಮುಖಂಡರು ಜಿಲ್ಲಾಧಿಕಾರಿಗಳ ಮೂಲಕ ಮುಖ್ಯಮಂತ್ರಿಗಳಿಗೆ ಮನವಿ ಸಲ್ಲಿಸಿದರು. bbox=[30, 1287, 124, 1362]
masthead-logo-icon bbox=[468, 32, 498, 50]
story4-col1 bbox=[30, 1278, 124, 1540]
story4-headline: ರಮೇಶ್‌ಕತ್ತಿ ವಿರುದ್ಧ ಕ್ರಮಕ್ಕೆ ಒತ್ತಾಯ bbox=[62, 1138, 295, 1160]
story5-dateline: ಬೆಂಗಳೂರು,ಅ.21: bbox=[338, 1148, 387, 1156]
story1-photo-memorial bbox=[432, 278, 685, 424]
story4-col2: ಸಮುದಾಯದ ಭಾವನೆಗಳಿಗೆ ಧಕ್ಕೆ ತಂದಿರುವ ಹೇಳಿಕೆಯನ್ನು ತಕ್ಷಣ ಹಿಂಪಡೆದು ಬಹಿರಂಗ ಕ್ಷಮೆ ಯಾಚಿಸಬೇಕು. ಇಲ್ಲದಿದ್ದಲ್ಲಿ ರಾಜ್ಯಾದ್ಯಂತ ಉಗ್ರ ಹೋರಾಟ ನಡೆಸಲಾಗುವುದು ಎಂದು ಎಚ್ಚರಿಸಿದರು. bbox=[128, 1278, 226, 1324]
story6-byline: ಸುವರ್ಣವಾಹಿನಿ ಸುದ್ದಿ bbox=[338, 1380, 387, 1388]
issue-date: ಬುಧವಾರ 22 ಅಕ್ಟೋಬರ್ 2025 bbox=[26, 28, 219, 47]
story2-photo-parade bbox=[30, 578, 294, 710]
story6-col1 bbox=[338, 1380, 478, 1538]
promo-ribbon-line2: ಪತ್ರಿಕೆ ಓದಿರಿ bbox=[559, 745, 611, 761]
story2-headline-1: ದೇಶದ ರಕ್ಷಣೆಯಲ್ಲಿ ಪೊಲೀಸರ ಸೇವೆ bbox=[136, 512, 374, 536]
sidebar-divider bbox=[694, 632, 914, 633]
story1-photo-speaker bbox=[222, 278, 296, 334]
story2-bottom-rule bbox=[26, 1126, 481, 1127]
story3-headline: ಅಡುಗೆ ಸಿಲಿಂಡರ್ ನಿಂದ ಅವಘಡ ಸಂಭವಿಸಿದಂತೆ bbox=[572, 786, 832, 805]
story3-photo-meeting bbox=[494, 852, 750, 990]
story2-col2: ಪೊಲೀಸರ ಕುಟುಂಬಗಳಿಗೆ ನಾವೆಲ್ಲರೂ ಆತ್ಮಸ್ಥೈರ್ಯ ತುಂಬಬೇಕಾಗಿದೆ. ಹುತಾತ್ಮರ ತ್ಯಾಗವನ್ನು ಸ್ಮರಿಸುವುದು ನಮ್ಮೆಲ್ಲರ ಕರ್ತವ್ಯ. ಜಿಲ್ಲಾ ಪೊಲೀಸ್ ವರಿಷ್ಠಾಧಿಕಾರಿ ಎಸ್.ಜಾಹ್ನವಿ ಅವರು ಮಾತನಾಡಿ, ರಾಷ್ಟ್ರಾದ್ಯಂತ ಪೊಲೀಸ್ ಹುತಾತ್ಮರ ದಿನ ಆಚರಿಸಲಾಗುತ್ತದೆ. ಈ ಅವಧಿಯಲ್ಲಿ ಹುತಾತ್ಮರಾದ ಪೊಲೀಸ್ ಅಧಿಕಾರಿಗಳು ಮತ್ತು ಸಿಬ್ಬಂದಿಗಳಿಗೆ ಗೌರವ ಸಲ್ಲಿಸಲಾಗುತ್ತದೆ. ಅಕ್ಟೋಬರ್ 21, 1959ರಲ್ಲಿ ಲಡಾಖ್‌ನ ಹಾಟ್‌ಸ್ಪ್ರಿಂಗ್ ಬಳಿ ಚೀನಾ ಸೈನಿಕರ ದಾಳಿಯಲ್ಲಿ ಹುತಾತ್ಮರಾದ ಪೊಲೀಸರನ್ನು ಸ್ಮರಿಸಲಾಗುತ್ತದೆ. bbox=[178, 714, 328, 789]
story2-headline-2: ಅವಿಸ್ಮರಣೀಯ: ಜಿಲ್ಲಾಧಿಕಾರಿ ಕವಿತಾ.ಎಸ್.ಮನ್ನಿಕೇರಿ bbox=[89, 543, 418, 565]
story2-byline: ಸುವರ್ಣವಾಹಿನಿ ಸುದ್ದಿ bbox=[30, 714, 79, 722]
page-number: 03 bbox=[888, 32, 916, 58]
sidebar-missing-body bbox=[696, 650, 842, 798]
story1-photo-podium bbox=[153, 147, 418, 262]
story4-byline: ಸುವರ್ಣವಾಹಿನಿ ಸುದ್ದಿ bbox=[30, 1278, 79, 1286]
